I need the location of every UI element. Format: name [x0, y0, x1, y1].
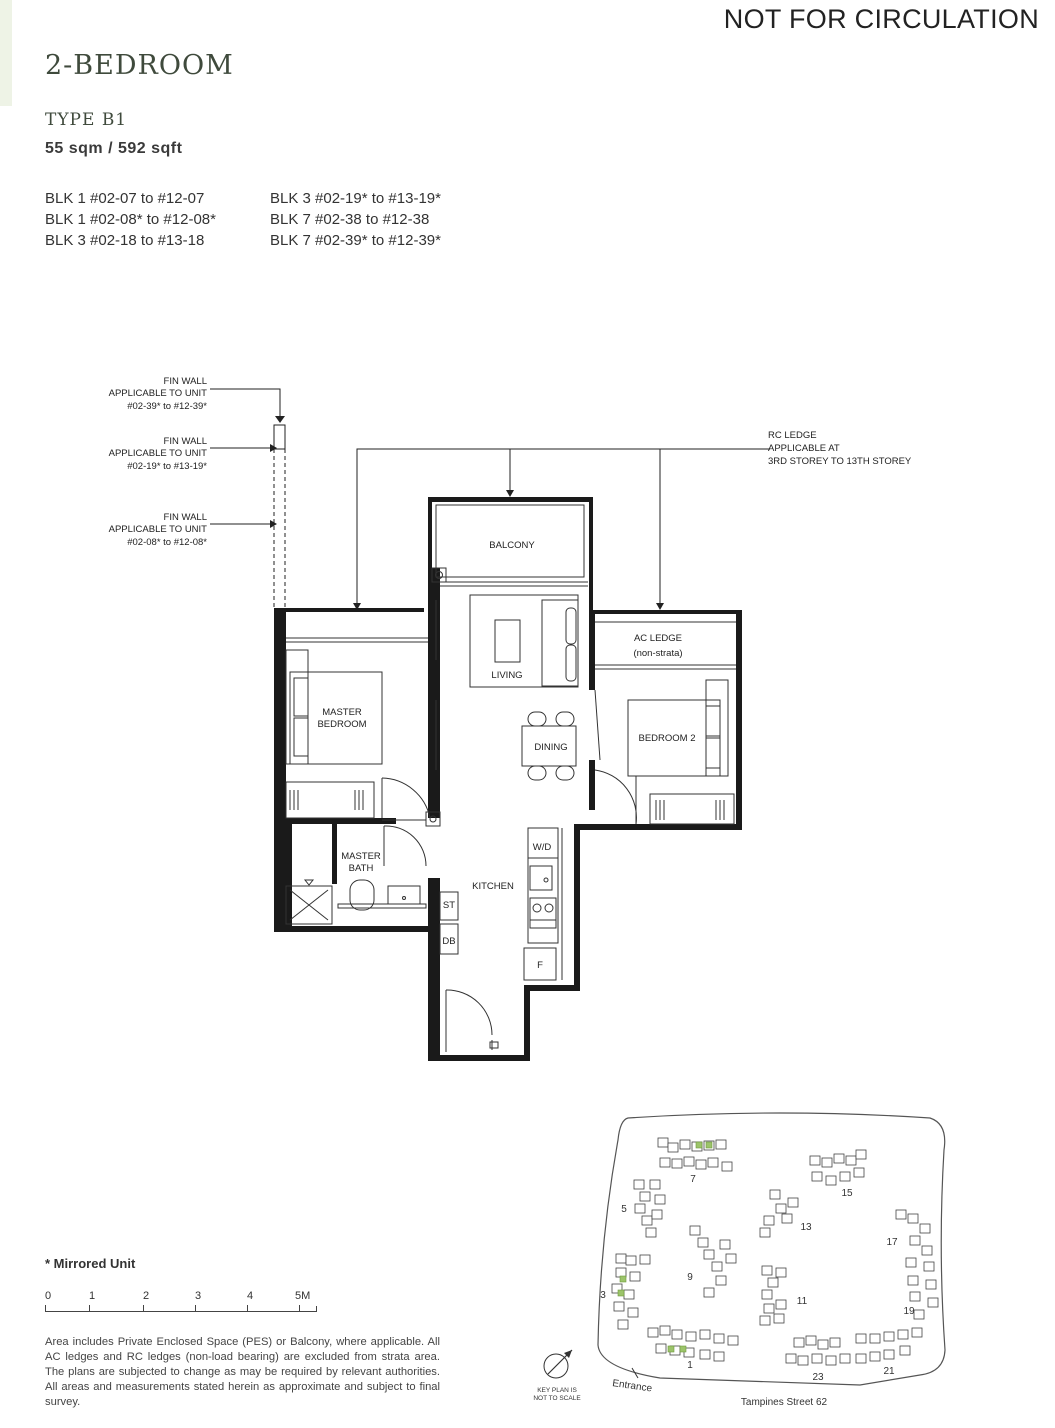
circulation-notice: NOT FOR CIRCULATION	[723, 4, 1039, 34]
room-kitchen: KITCHEN	[472, 881, 514, 892]
room-master-bath: MASTER	[341, 851, 381, 862]
unit-area: 55 sqm / 592 sqft	[45, 140, 183, 157]
block-number: 7	[690, 1174, 696, 1185]
scale-tick	[143, 1305, 144, 1311]
scale-tick	[89, 1305, 90, 1311]
room-wd: W/D	[532, 842, 552, 853]
scale-tick	[247, 1305, 248, 1311]
fin-wall-label: FIN WALL	[163, 376, 207, 387]
unit-list-item: BLK 7 #02-38 to #12-38	[270, 211, 430, 228]
scale-bar-line	[45, 1306, 317, 1312]
scale-label: 2	[143, 1290, 150, 1302]
fin-wall-label: APPLICABLE TO UNIT	[108, 448, 207, 459]
unit-list-item: BLK 3 #02-18 to #13-18	[45, 232, 205, 249]
block-number: 15	[841, 1188, 853, 1199]
block-number: 19	[903, 1306, 915, 1317]
room-ac-ledge: AC LEDGE	[633, 633, 683, 644]
room-master-bath: BATH	[348, 863, 374, 874]
scale-label: 1	[89, 1290, 96, 1302]
accent-bar	[0, 0, 12, 106]
block-number: 5	[621, 1204, 627, 1215]
block-number: 1	[687, 1360, 693, 1371]
unit-type: TYPE B1	[45, 110, 128, 130]
scale-tick	[45, 1305, 46, 1311]
disclaimer: Area includes Private Enclosed Space (PES) or Balcony, where applicable. All AC ledges and RC ledges (non-load bearing) are excluded from strata area. The plans are subjected to change as may be required by relevant authorities. All areas and measurements stated herein as approximate and subject to final survey.	[45, 1336, 440, 1408]
rc-ledge-label: APPLICABLE AT	[768, 443, 840, 454]
unit-list-item: BLK 7 #02-39* to #12-39*	[270, 232, 441, 249]
mirrored-unit-note: * Mirrored Unit	[45, 1256, 136, 1271]
scale-label: 5M	[295, 1290, 311, 1302]
scale-label: 0	[45, 1290, 52, 1302]
scale-label: 3	[195, 1290, 202, 1302]
key-plan	[520, 1108, 960, 1418]
scale-label: 4	[247, 1290, 254, 1302]
floor-plan	[0, 360, 1055, 1080]
room-store: ST	[442, 900, 456, 911]
fin-wall-label: #02-08* to #12-08*	[127, 537, 207, 548]
scale-tick	[299, 1305, 300, 1311]
unit-list-right	[270, 188, 441, 251]
block-number: 21	[883, 1366, 895, 1377]
north-arrow-icon	[544, 1350, 572, 1378]
keyplan-note: KEY PLAN IS	[537, 1387, 577, 1394]
block-number: 17	[886, 1237, 898, 1248]
scale-bar	[45, 1290, 320, 1322]
unit-list-item: BLK 1 #02-07 to #12-07	[45, 190, 205, 207]
fin-wall-label: FIN WALL	[163, 512, 207, 523]
room-bedroom-2: BEDROOM 2	[638, 733, 696, 744]
room-dining: DINING	[534, 742, 568, 753]
room-db: DB	[442, 936, 456, 947]
block-number: 13	[800, 1222, 812, 1233]
room-fridge: F	[537, 960, 543, 971]
fin-wall-label: APPLICABLE TO UNIT	[108, 388, 207, 399]
room-ac-ledge-note: (non-strata)	[633, 648, 683, 659]
unit-list-left	[45, 188, 216, 251]
keyplan-note: NOT TO SCALE	[533, 1395, 581, 1402]
fin-wall-label: #02-19* to #13-19*	[127, 461, 207, 472]
block-number: 23	[812, 1372, 824, 1383]
fin-wall-label: APPLICABLE TO UNIT	[108, 524, 207, 535]
room-master-bedroom: MASTER	[322, 707, 362, 718]
block-number: 9	[687, 1272, 693, 1283]
room-balcony: BALCONY	[489, 540, 535, 551]
fin-wall-label: #02-39* to #12-39*	[127, 401, 207, 412]
scale-tick	[195, 1305, 196, 1311]
block-number: 3	[600, 1290, 606, 1301]
room-master-bedroom: BEDROOM	[317, 719, 367, 730]
fin-wall-label: FIN WALL	[163, 436, 207, 447]
unit-list-item: BLK 1 #02-08* to #12-08*	[45, 211, 216, 228]
rc-ledge-label: 3RD STOREY TO 13TH STOREY	[768, 456, 912, 467]
keyplan-street: Tampines Street 62	[740, 1397, 828, 1408]
block-number: 11	[796, 1296, 808, 1307]
page-title: 2-BEDROOM	[45, 50, 234, 81]
keyplan-entrance: Entrance	[611, 1378, 653, 1395]
room-living: LIVING	[491, 670, 523, 681]
unit-list-item: BLK 3 #02-19* to #13-19*	[270, 190, 441, 207]
rc-ledge-label: RC LEDGE	[768, 430, 817, 441]
